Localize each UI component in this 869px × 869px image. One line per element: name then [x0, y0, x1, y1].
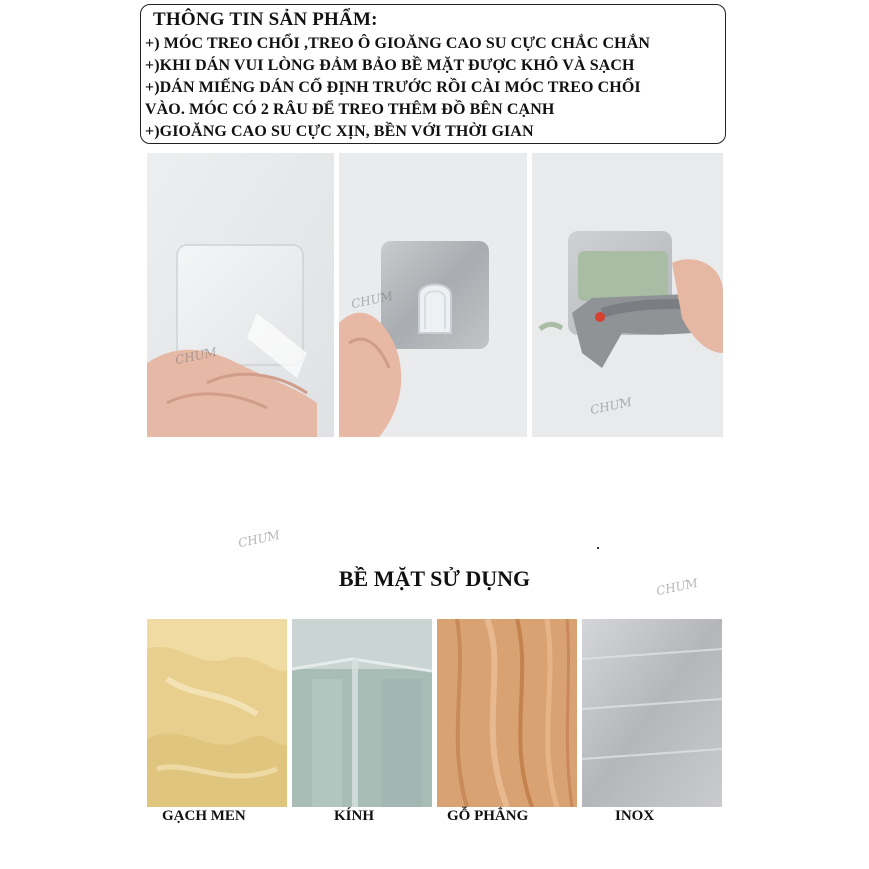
surface-label-steel: INOX [615, 808, 655, 824]
surface-label-tile: GẠCH MEN [162, 808, 246, 824]
surface-label-glass: KÍNH [334, 808, 375, 824]
watermark-text: CHƯM [237, 527, 282, 551]
product-info-title: THÔNG TIN SẢN PHẨM: [153, 9, 378, 30]
surface-swatch-wood [437, 619, 577, 807]
info-line-3: +)DÁN MIẾNG DÁN CỐ ĐỊNH TRƯỚC RỒI CÀI MÓC TREO CHỔI [145, 79, 641, 96]
product-info-box [140, 4, 726, 144]
stray-dot [597, 547, 599, 549]
step-photo-press-plate [339, 153, 527, 437]
info-line-1: +) MÓC TREO CHỔI ,TREO Ô GIOĂNG CAO SU CỰC CHẮC CHẮN [145, 35, 651, 52]
watermark-text: CHƯM [350, 288, 395, 312]
info-line-5: +)GIOĂNG CAO SU CỰC XỊN, BỀN VỚI THỜI GIAN [145, 123, 534, 140]
surface-label-wood: GỖ PHẲNG [447, 808, 529, 824]
info-line-4: VÀO. MÓC CÓ 2 RÂU ĐỂ TREO THÊM ĐỒ BÊN CẠNH [145, 101, 555, 118]
watermark-text: CHƯM [655, 575, 700, 599]
watermark-text: CHƯM [589, 394, 634, 418]
surface-swatch-glass [292, 619, 432, 807]
step-photo-attach-hook [532, 153, 723, 437]
info-line-2: +)KHI DÁN VUI LÒNG ĐẢM BẢO BỀ MẶT ĐƯỢC KHÔ VÀ SẠCH [145, 57, 635, 74]
watermark-text: CHƯM [174, 344, 219, 368]
step-photo-peel-pad [147, 153, 334, 437]
surface-swatch-steel [582, 619, 722, 807]
surface-section-title: BỀ MẶT SỬ DỤNG [338, 566, 531, 591]
surface-swatch-tile [147, 619, 287, 807]
